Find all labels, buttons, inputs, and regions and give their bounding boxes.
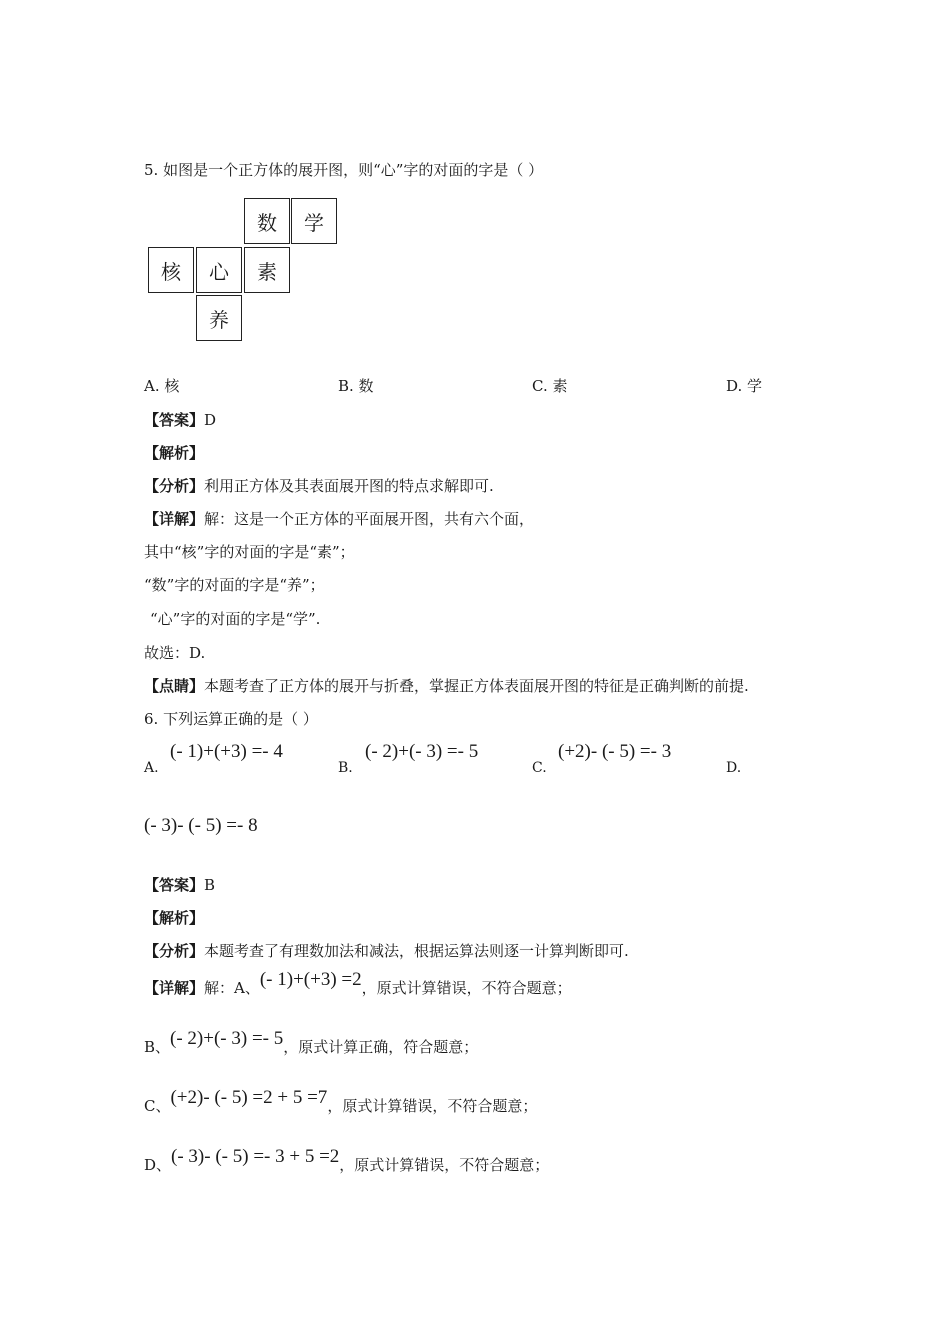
net-cell-xue: 学 (291, 198, 337, 244)
q5-fenxi (144, 476, 494, 496)
q5-xiangjie (144, 509, 534, 529)
fenxi-text: 利用正方体及其表面展开图的特点求解即可. (204, 477, 494, 495)
q6-b-text: ，原式计算正确，符合题意； (283, 1038, 479, 1056)
q5-option-c: C. 素 (532, 377, 568, 395)
answer-value: D (204, 411, 217, 429)
q6-a-expr: (- 1)+(+3) =2 (259, 969, 362, 990)
xiangjie-prefix: 解：A、 (204, 979, 260, 997)
c-prefix: C、 (144, 1097, 171, 1115)
fenxi-tag: 【分析】 (144, 477, 205, 495)
net-cell-su: 素 (244, 247, 290, 293)
q6-fenxi (144, 941, 629, 961)
q6-d-text: ，原式计算错误，不符合题意； (339, 1156, 550, 1174)
xiangjie-tag: 【详解】 (144, 979, 205, 997)
q6-stem: 6. 下列运算正确的是（ ） (144, 710, 318, 728)
q6-d-expr: (- 3)- (- 5) =- 3 + 5 =2 (171, 1146, 340, 1167)
q6-option-c-label: C. (532, 760, 547, 776)
q6-option-b-label: B. (338, 760, 353, 776)
answer-value: B (204, 876, 216, 894)
d-prefix: D、 (144, 1156, 172, 1174)
q6-option-c-expr: (+2)- (- 5) =- 3 (558, 741, 672, 762)
q6-xiangjie-c (144, 1087, 538, 1116)
answer-tag: 【答案】 (144, 411, 205, 429)
q6-xiangjie-b (144, 1028, 479, 1057)
q5-dianjing (144, 676, 749, 696)
q5-guxuan: 故选：D. (144, 644, 206, 662)
q5-option-a: A. 核 (144, 377, 180, 395)
q6-c-text: ，原式计算错误，不符合题意； (327, 1097, 538, 1115)
q6-a-text: ，原式计算错误，不符合题意； (361, 979, 572, 997)
net-cell-he: 核 (148, 247, 194, 293)
q6-option-a-expr: (- 1)+(+3) =- 4 (170, 741, 283, 762)
xiangjie-tag: 【详解】 (144, 510, 205, 528)
q5-option-b: B. 数 (338, 377, 374, 395)
q6-option-d-label: D. (726, 760, 742, 776)
q6-xiangjie-a (144, 969, 572, 998)
q5-option-d: D. 学 (726, 377, 763, 395)
net-cell-shu: 数 (244, 198, 290, 244)
q5-line1: 其中“核”字的对面的字是“素”； (144, 543, 355, 561)
dianjing-text: 本题考查了正方体的展开与折叠，掌握正方体表面展开图的特征是正确判断的前提. (204, 677, 749, 695)
b-prefix: B、 (144, 1038, 171, 1056)
q5-line2: “数”字的对面的字是“养”； (144, 576, 325, 594)
net-cell-yang: 养 (196, 295, 242, 341)
q6-answer (144, 875, 215, 895)
fenxi-text: 本题考查了有理数加法和减法，根据运算法则逐一计算判断即可. (204, 942, 629, 960)
q6-option-a-label: A. (144, 760, 159, 776)
fenxi-tag: 【分析】 (144, 942, 205, 960)
answer-tag: 【答案】 (144, 876, 205, 894)
q6-option-d-expr: (- 3)- (- 5) =- 8 (144, 815, 258, 836)
q6-xiangjie-d (144, 1146, 550, 1175)
q5-stem: 5. 如图是一个正方体的展开图，则“心”字的对面的字是（ ） (144, 161, 544, 179)
q5-line3: “心”字的对面的字是“学”. (150, 610, 321, 628)
net-cell-xin: 心 (196, 247, 242, 293)
q5-analysis-title: 【解析】 (144, 444, 205, 462)
dianjing-tag: 【点睛】 (144, 677, 205, 695)
q6-c-expr: (+2)- (- 5) =2 + 5 =7 (170, 1087, 328, 1108)
xiangjie-text: 解：这是一个正方体的平面展开图，共有六个面， (204, 510, 535, 528)
q6-analysis-title: 【解析】 (144, 909, 205, 927)
q6-option-b-expr: (- 2)+(- 3) =- 5 (365, 741, 479, 762)
q6-b-expr: (- 2)+(- 3) =- 5 (170, 1028, 284, 1049)
q5-answer (144, 410, 216, 430)
